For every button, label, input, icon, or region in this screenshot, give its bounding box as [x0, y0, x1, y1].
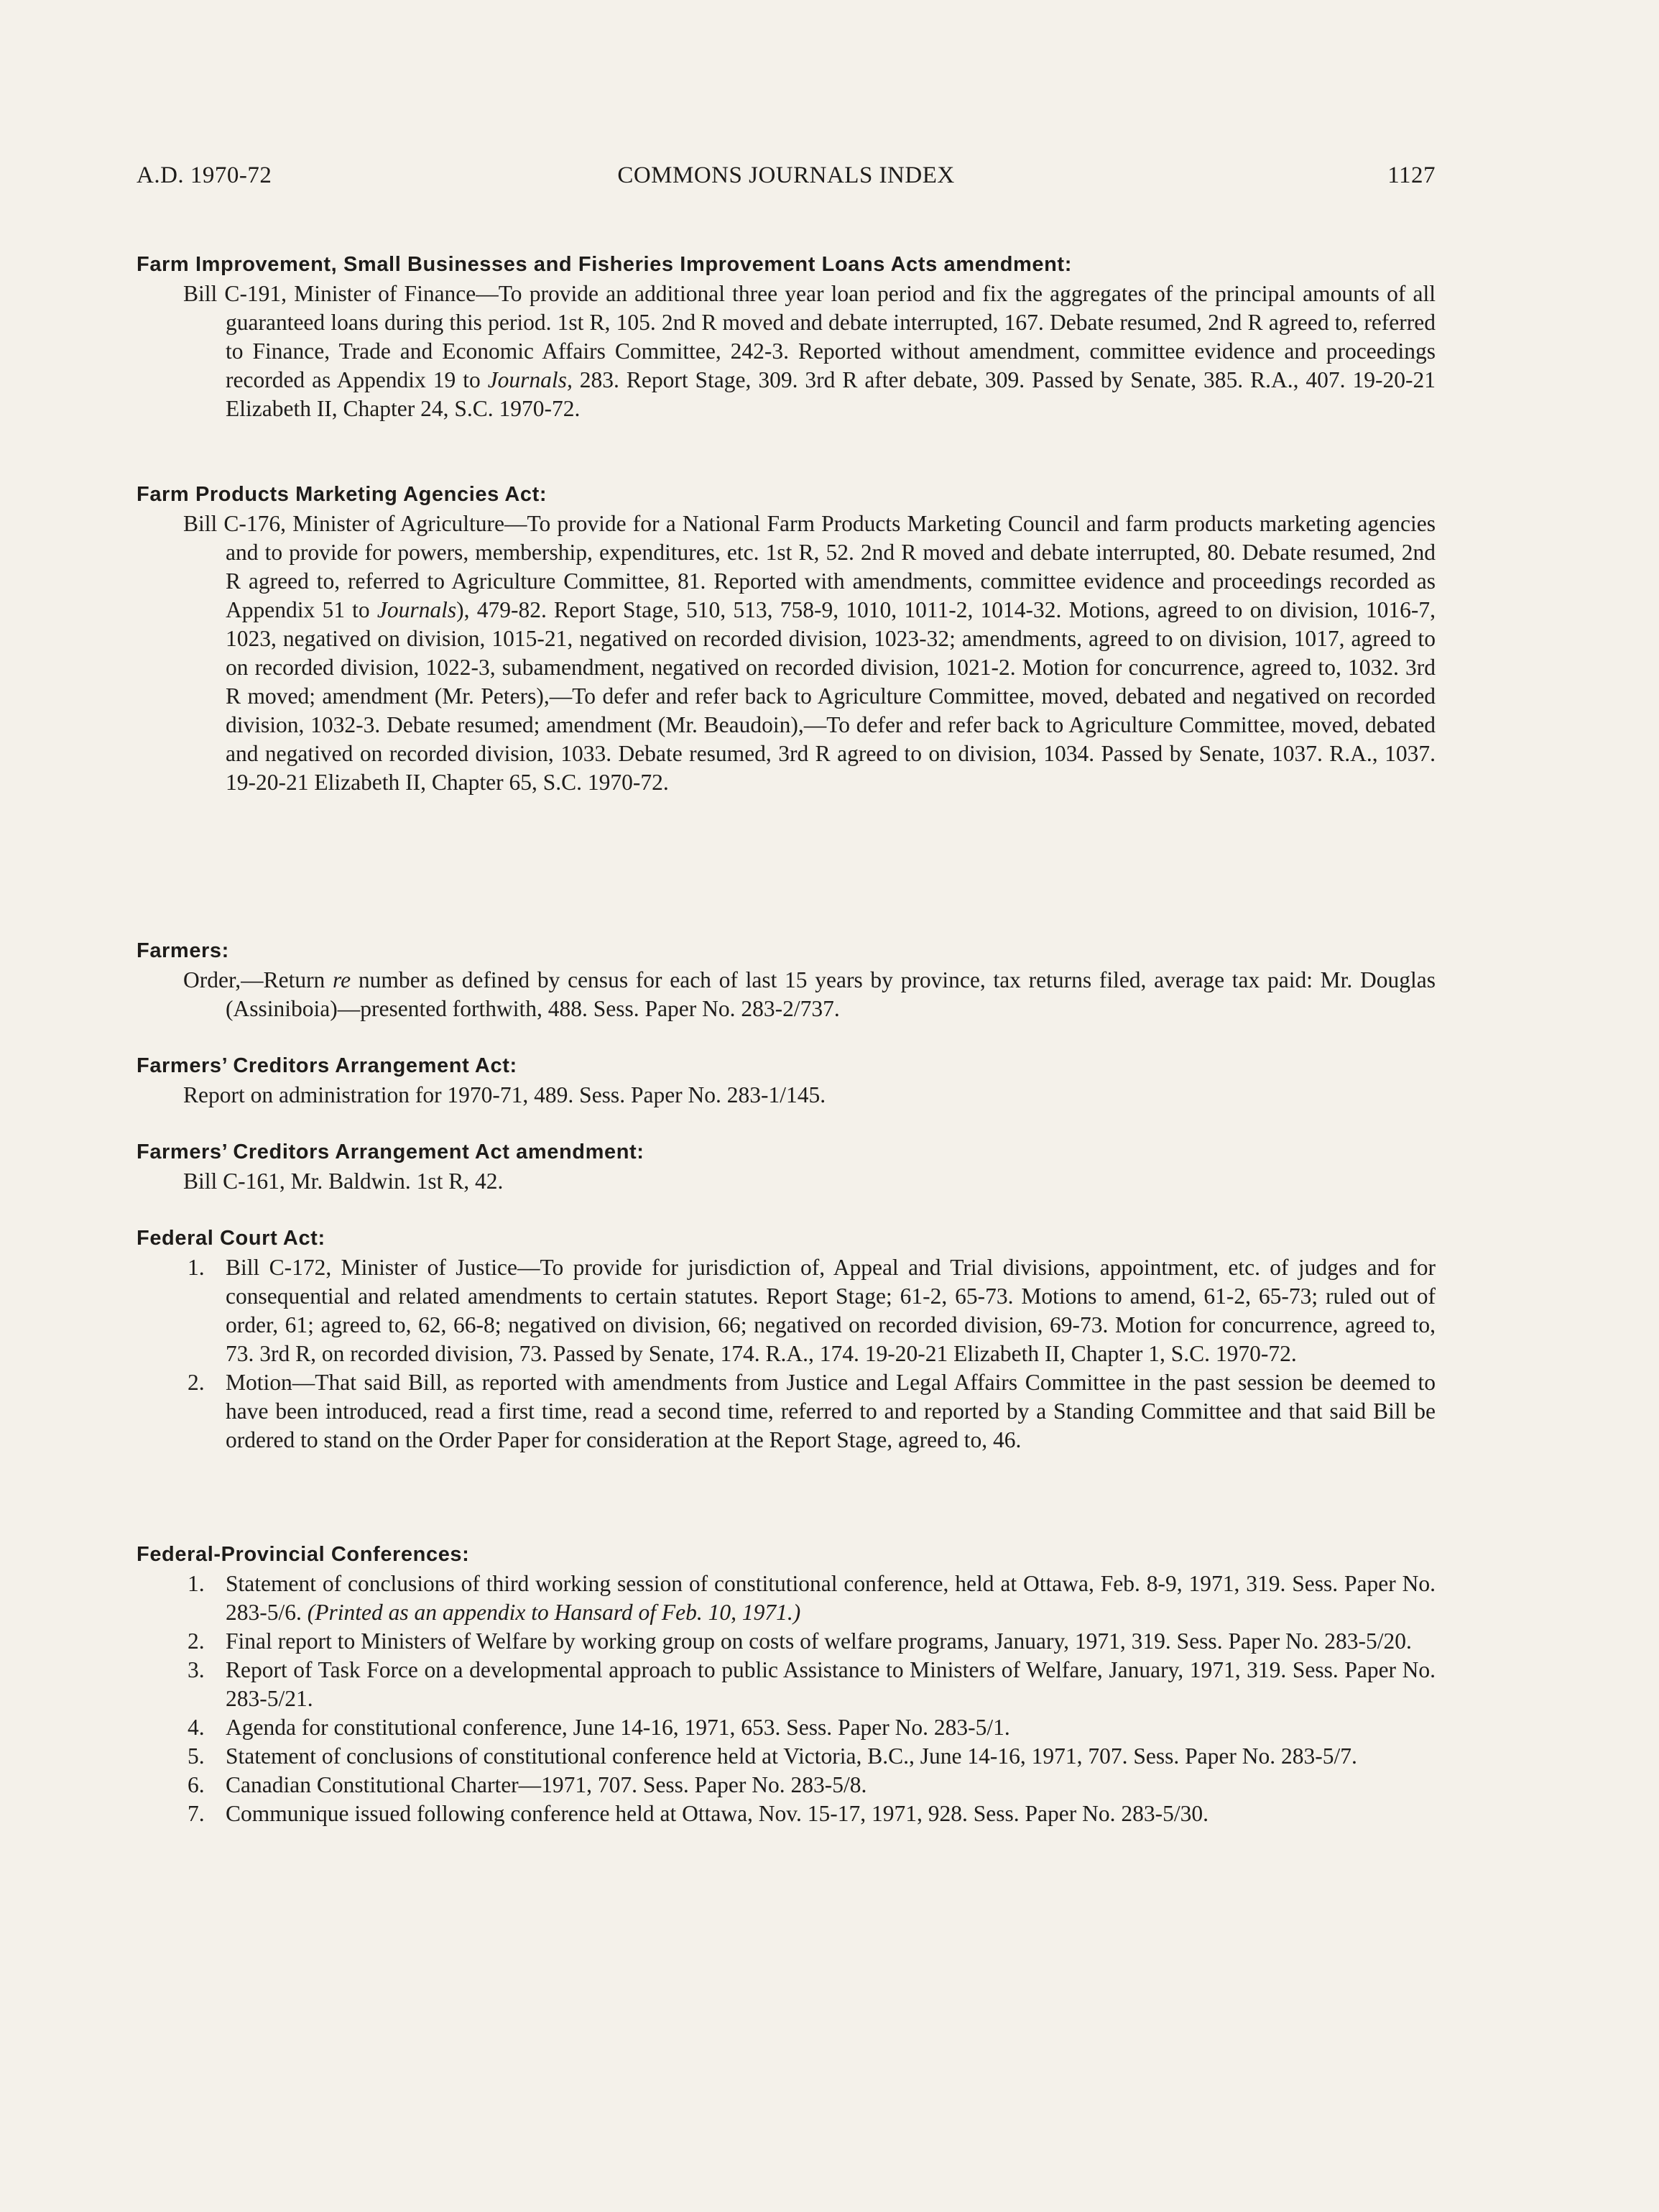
item-number: 2.: [188, 1370, 205, 1395]
entry-text: [137, 510, 1436, 797]
index-entry: [137, 249, 1436, 423]
item-number: 1.: [188, 1571, 205, 1596]
item-text: Canadian Constitutional Charter—1971, 707. Sess. Paper No. 283-5/8.: [226, 1772, 867, 1797]
numbered-item: [137, 1570, 1436, 1627]
text-part: Bill C-176, Minister of Agriculture—To provide for a National Farm Products Marketing Council and farm products marketing agencies and to provide for powers, membership, expenditures, etc. 1st R, 52. 2nd R moved and debate interrupted, 80. Debate resumed, 2nd R agreed to, referred to Agriculture Committee, 81. Reported with amendments, committee evidence and proceedings recorded as Appendix 51 to: [183, 511, 1436, 622]
item-text-italic: (Printed as an appendix to Hansard of Feb. 10, 1971.): [307, 1600, 801, 1625]
numbered-item: [137, 1713, 1436, 1742]
item-text: Statement of conclusions of third working session of constitutional conference, held at Ottawa, Feb. 8-9, 1971, 319. Sess. Paper No. 283-5/6.: [226, 1571, 1436, 1625]
entry-text: [137, 966, 1436, 1023]
entry-heading: Farmers’ Creditors Arrangement Act amendment:: [137, 1140, 644, 1163]
index-entry: [137, 1539, 1436, 1828]
index-entry: [137, 936, 1436, 1023]
running-head: [137, 162, 1436, 194]
item-number: 2.: [188, 1628, 205, 1654]
entry-heading: Farmers’ Creditors Arrangement Act:: [137, 1054, 517, 1077]
index-entry: [137, 1137, 1436, 1196]
entry-heading: Farm Products Marketing Agencies Act:: [137, 483, 547, 506]
entry-heading: Federal Court Act:: [137, 1227, 325, 1250]
entry-text: Bill C-161, Mr. Baldwin. 1st R, 42.: [183, 1169, 504, 1194]
numbered-item: [137, 1253, 1436, 1368]
numbered-item: [137, 1656, 1436, 1713]
item-number: 5.: [188, 1743, 205, 1769]
text-part: 283. Report Stage, 309. 3rd R after debate, 309. Passed by Senate, 385. R.A., 407. 19-20-21 Elizabeth II, Chapter 24, S.C. 1970-72.: [226, 367, 1436, 421]
text-part-italic: Journals,: [487, 367, 573, 392]
item-number: 6.: [188, 1772, 205, 1797]
index-entry: [137, 1223, 1436, 1455]
numbered-item: [137, 1771, 1436, 1799]
numbered-item: [137, 1742, 1436, 1771]
index-entry: [137, 479, 1436, 797]
item-number: 3.: [188, 1657, 205, 1682]
date-range: A.D. 1970-72: [137, 162, 272, 188]
text-part: ), 479-82. Report Stage, 510, 513, 758-9, 1010, 1011-2, 1014-32. Motions, agreed to on division, 1016-7, 1023, negatived on division, 1015-21, negatived on recorded division, 1023-32; amendments, agreed to on division, 1017, agreed to on recorded division, 1022-3, subamendment, negatived on recorded division, 1021-2. Motion for concurrence, agreed to, 1032. 3rd R moved; amendment (Mr. Peters),—To defer and refer back to Agriculture Committee, moved, debated and negatived on recorded division, 1032-3. Debate resumed; amendment (Mr. Beaudoin),—To defer and refer back to Agriculture Committee, moved, debated and negatived on recorded division, 1033. Debate resumed, 3rd R agreed to on division, 1034. Passed by Senate, 1037. R.A., 1037. 19-20-21 Elizabeth II, Chapter 65, S.C. 1970-72.: [226, 597, 1436, 795]
item-text: Final report to Ministers of Welfare by working group on costs of welfare programs, January, 1971, 319. Sess. Paper No. 283-5/20.: [226, 1628, 1412, 1654]
item-text: Agenda for constitutional conference, June 14-16, 1971, 653. Sess. Paper No. 283-5/1.: [226, 1715, 1010, 1740]
item-text: Communique issued following conference held at Ottawa, Nov. 15-17, 1971, 928. Sess. Paper No. 283-5/30.: [226, 1801, 1209, 1826]
text-part-italic: re: [333, 967, 351, 992]
item-text: Statement of conclusions of constitutional conference held at Victoria, B.C., June 14-16, 1971, 707. Sess. Paper No. 283-5/7.: [226, 1743, 1357, 1769]
numbered-item: [137, 1368, 1436, 1455]
item-number: 7.: [188, 1801, 205, 1826]
text-part: number as defined by census for each of last 15 years by province, tax returns filed, average tax paid: Mr. Douglas (Assiniboia)—presented forthwith, 488. Sess. Paper No. 283-2/737.: [226, 967, 1436, 1021]
page-number: 1127: [1387, 162, 1436, 188]
item-text: Motion—That said Bill, as reported with amendments from Justice and Legal Affairs Committee in the past session be deemed to have been introduced, read a first time, read a second time, referred to and reported by a Standing Committee and that said Bill be ordered to stand on the Order Paper for consideration at the Report Stage, agreed to, 46.: [226, 1370, 1436, 1452]
item-number: 1.: [188, 1255, 205, 1280]
text-part-italic: Journals: [376, 597, 457, 622]
entry-text: Report on administration for 1970-71, 489. Sess. Paper No. 283-1/145.: [183, 1082, 826, 1107]
text-part: Bill C-191, Minister of Finance—To provide an additional three year loan period and fix the aggregates of the principal amounts of all guaranteed loans during this period. 1st R, 105. 2nd R moved and debate interrupted, 167. Debate resumed, 2nd R agreed to, referred to Finance, Trade and Economic Affairs Committee, 242-3. Reported without amendment, committee evidence and proceedings recorded as Appendix 19 to: [183, 281, 1436, 392]
item-text: Bill C-172, Minister of Justice—To provide for jurisdiction of, Appeal and Trial divisions, appointment, etc. of judges and for consequential and related amendments to certain statutes. Report Stage; 61-2, 65-73. Motions to amend, 61-2, 65-73; ruled out of order, 61; agreed to, 62, 66-8; negatived on division, 66; negatived on recorded division, 69-73. Motion for concurrence, agreed to, 73. 3rd R, on recorded division, 73. Passed by Senate, 174. R.A., 174. 19-20-21 Elizabeth II, Chapter 1, S.C. 1970-72.: [226, 1255, 1436, 1366]
entry-heading: Farm Improvement, Small Businesses and Fisheries Improvement Loans Acts amendment:: [137, 253, 1072, 276]
journal-title: COMMONS JOURNALS INDEX: [617, 162, 955, 188]
item-text: Report of Task Force on a developmental approach to public Assistance to Ministers of Welfare, January, 1971, 319. Sess. Paper No. 283-5/21.: [226, 1657, 1436, 1711]
entry-heading: Farmers:: [137, 939, 229, 962]
item-number: 4.: [188, 1715, 205, 1740]
numbered-item: [137, 1799, 1436, 1828]
entry-heading: Federal-Provincial Conferences:: [137, 1543, 470, 1566]
entry-text: [137, 280, 1436, 423]
numbered-item: [137, 1627, 1436, 1656]
index-entry: [137, 1051, 1436, 1110]
text-part: Order,—Return: [183, 967, 333, 992]
